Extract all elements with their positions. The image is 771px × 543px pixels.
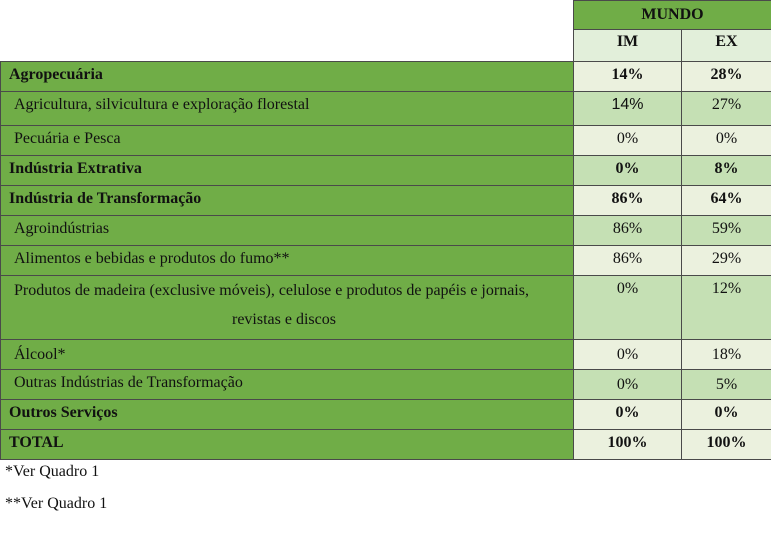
- row-im-value: 86%: [574, 246, 682, 276]
- row-im-value: 0%: [574, 400, 682, 430]
- table-row: [1, 186, 771, 216]
- row-ex-value: 0%: [682, 126, 771, 156]
- row-label: Alimentos e bebidas e produtos do fumo**: [1, 246, 574, 276]
- footnote-1: *Ver Quadro 1: [5, 463, 100, 480]
- row-ex-value: 18%: [682, 340, 771, 370]
- table-row: [1, 62, 771, 92]
- row-label-line-1: Produtos de madeira (exclusive móveis), celulose e produtos de papéis e jornais,: [14, 282, 529, 299]
- row-label: TOTAL: [1, 430, 574, 460]
- row-label: Pecuária e Pesca: [1, 126, 574, 156]
- row-im-value: 0%: [574, 126, 682, 156]
- row-ex-value: 12%: [682, 276, 771, 340]
- row-ex-value: 29%: [682, 246, 771, 276]
- row-label: Agricultura, silvicultura e exploração florestal: [1, 92, 574, 126]
- row-ex-value: 100%: [682, 430, 771, 460]
- row-label: Álcool*: [1, 340, 574, 370]
- table-subheader-row: [1, 30, 771, 62]
- table-row: [1, 276, 771, 340]
- header-blank-cell: [1, 1, 574, 30]
- row-label: Agroindústrias: [1, 216, 574, 246]
- row-im-value: 0%: [574, 276, 682, 340]
- table-row: [1, 156, 771, 186]
- row-label: Outras Indústrias de Transformação: [1, 370, 574, 400]
- row-ex-value: 5%: [682, 370, 771, 400]
- table-row: [1, 216, 771, 246]
- row-im-value: 100%: [574, 430, 682, 460]
- row-ex-value: 28%: [682, 62, 771, 92]
- row-im-value: 86%: [574, 216, 682, 246]
- row-im-value: 0%: [574, 340, 682, 370]
- table-row: [1, 400, 771, 430]
- row-im-value: 14%: [574, 62, 682, 92]
- row-im-value: 0%: [574, 156, 682, 186]
- row-label: Agropecuária: [1, 62, 574, 92]
- row-im-value: 0%: [574, 370, 682, 400]
- row-ex-value: 59%: [682, 216, 771, 246]
- row-label: Outros Serviços: [1, 400, 574, 430]
- table-row: [1, 430, 771, 460]
- table-row: [1, 92, 771, 126]
- row-label-line-2: revistas e discos: [232, 311, 336, 328]
- table-header-row: [1, 1, 771, 30]
- table-row: [1, 126, 771, 156]
- row-im-value: 86%: [574, 186, 682, 216]
- table-row: [1, 340, 771, 370]
- table-row: [1, 370, 771, 400]
- subheader-blank-cell: [1, 30, 574, 62]
- row-im-value: 14%: [574, 92, 682, 126]
- row-label: Indústria Extrativa: [1, 156, 574, 186]
- header-mundo: MUNDO: [574, 1, 771, 30]
- header-im: IM: [574, 30, 682, 62]
- table-row: [1, 246, 771, 276]
- footnote-2: **Ver Quadro 1: [5, 495, 108, 512]
- row-ex-value: 27%: [682, 92, 771, 126]
- row-label: Indústria de Transformação: [1, 186, 574, 216]
- row-label: [1, 276, 574, 340]
- row-ex-value: 0%: [682, 400, 771, 430]
- row-ex-value: 8%: [682, 156, 771, 186]
- row-ex-value: 64%: [682, 186, 771, 216]
- header-ex: EX: [682, 30, 771, 62]
